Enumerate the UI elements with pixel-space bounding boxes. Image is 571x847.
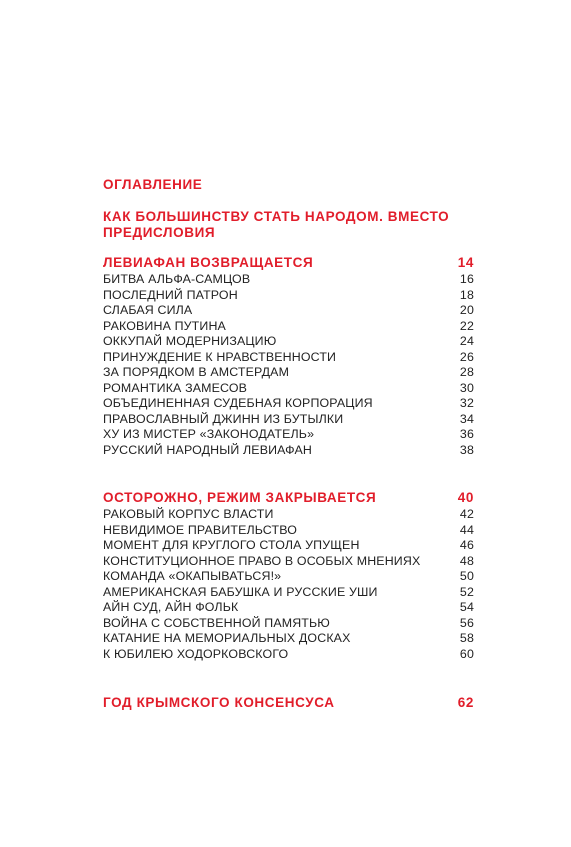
toc-entry[interactable] — [103, 334, 474, 350]
entry-title: АЙН СУД, АЙН ФОЛЬК — [103, 600, 239, 614]
section-page: 40 — [457, 490, 474, 505]
toc-entry[interactable] — [103, 381, 474, 397]
entry-page: 46 — [459, 538, 474, 552]
section-heading[interactable] — [103, 254, 474, 272]
toc-section-1 — [103, 254, 474, 458]
toc-entry[interactable] — [103, 288, 474, 304]
section-page: 14 — [457, 255, 474, 270]
entry-title: КОМАНДА «ОКАПЫВАТЬСЯ!» — [103, 569, 282, 583]
toc-entry[interactable] — [103, 523, 474, 539]
toc-entry[interactable] — [103, 600, 474, 616]
entry-title: АМЕРИКАНСКАЯ БАБУШКА И РУССКИЕ УШИ — [103, 584, 378, 599]
entry-page: 54 — [459, 600, 474, 614]
section-heading[interactable] — [103, 694, 474, 712]
section-title: ОСТОРОЖНО, РЕЖИМ ЗАКРЫВАЕТСЯ — [103, 490, 377, 505]
entry-title: ХУ ИЗ МИСТЕР «ЗАКОНОДАТЕЛЬ» — [103, 427, 315, 441]
toc-section-3 — [103, 694, 474, 712]
toc-entry[interactable] — [103, 319, 474, 335]
entry-title: ПРИНУЖДЕНИЕ К НРАВСТВЕННОСТИ — [103, 349, 337, 364]
entry-page: 22 — [459, 318, 474, 333]
toc-entry[interactable] — [103, 396, 474, 412]
entry-page: 18 — [459, 287, 474, 302]
entry-page: 48 — [459, 553, 474, 568]
entry-title: КАТАНИЕ НА МЕМОРИАЛЬНЫХ ДОСКАХ — [103, 631, 351, 645]
entry-title: РОМАНТИКА ЗАМЕСОВ — [103, 380, 248, 395]
toc-entry[interactable] — [103, 554, 474, 570]
entry-page: 56 — [459, 615, 474, 630]
entry-title: БИТВА АЛЬФА-САМЦОВ — [103, 272, 251, 286]
toc-entry[interactable] — [103, 616, 474, 632]
toc-entry[interactable] — [103, 538, 474, 554]
entry-page: 30 — [459, 380, 474, 395]
section-title: ЛЕВИАФАН ВОЗВРАЩАЕТСЯ — [103, 255, 314, 270]
toc-title: ОГЛАВЛЕНИЕ — [103, 177, 203, 192]
toc-entry[interactable] — [103, 365, 474, 381]
entry-page: 28 — [459, 365, 474, 379]
entry-page: 34 — [459, 411, 474, 426]
entry-title: СЛАБАЯ СИЛА — [103, 303, 193, 317]
toc-entry[interactable] — [103, 569, 474, 585]
toc-entry[interactable] — [103, 647, 474, 663]
entry-page: 50 — [459, 569, 474, 583]
toc-entry[interactable] — [103, 412, 474, 428]
entry-title: ОБЪЕДИНЕННАЯ СУДЕБНАЯ КОРПОРАЦИЯ — [103, 396, 373, 410]
entry-page: 60 — [459, 646, 474, 661]
entry-title: РАКОВИНА ПУТИНА — [103, 318, 226, 333]
entry-title: НЕВИДИМОЕ ПРАВИТЕЛЬСТВО — [103, 522, 297, 537]
entry-page: 26 — [459, 349, 474, 364]
entry-title: РАКОВЫЙ КОРПУС ВЛАСТИ — [103, 507, 274, 521]
entry-title: ПОСЛЕДНИЙ ПАТРОН — [103, 287, 238, 302]
entry-page: 24 — [459, 334, 474, 348]
section-page: 62 — [457, 695, 474, 710]
toc-entry[interactable] — [103, 272, 474, 288]
toc-section-2 — [103, 489, 474, 662]
toc-entry[interactable] — [103, 507, 474, 523]
entry-title: ВОЙНА С СОБСТВЕННОЙ ПАМЯТЬЮ — [103, 615, 330, 630]
entry-title: ОККУПАЙ МОДЕРНИЗАЦИЮ — [103, 334, 277, 348]
entry-page: 44 — [459, 522, 474, 537]
entry-page: 58 — [459, 631, 474, 645]
entry-title: ПРАВОСЛАВНЫЙ ДЖИНН ИЗ БУТЫЛКИ — [103, 411, 344, 426]
entry-title: ЗА ПОРЯДКОМ В АМСТЕРДАМ — [103, 365, 290, 379]
entry-page: 16 — [459, 272, 474, 286]
toc-entry[interactable] — [103, 427, 474, 443]
entry-page: 42 — [459, 507, 474, 521]
entry-title: МОМЕНТ ДЛЯ КРУГЛОГО СТОЛА УПУЩЕН — [103, 538, 360, 552]
entry-page: 32 — [459, 396, 474, 410]
toc-entry[interactable] — [103, 303, 474, 319]
toc-entry[interactable] — [103, 585, 474, 601]
toc-entry[interactable] — [103, 443, 474, 459]
preface-entry[interactable]: КАК БОЛЬШИНСТВУ СТАТЬ НАРОДОМ. ВМЕСТО ПРЕДИСЛОВИЯ — [103, 209, 450, 240]
entry-title: РУССКИЙ НАРОДНЫЙ ЛЕВИАФАН — [103, 442, 312, 457]
entry-page: 20 — [459, 303, 474, 317]
entry-page: 52 — [459, 584, 474, 599]
entry-page: 38 — [459, 442, 474, 457]
entry-page: 36 — [459, 427, 474, 441]
entry-title: К ЮБИЛЕЮ ХОДОРКОВСКОГО — [103, 646, 289, 661]
toc-entry[interactable] — [103, 350, 474, 366]
entry-title: КОНСТИТУЦИОННОЕ ПРАВО В ОСОБЫХ МНЕНИЯХ — [103, 553, 421, 568]
toc-entry[interactable] — [103, 631, 474, 647]
section-heading[interactable] — [103, 489, 474, 507]
section-title: ГОД КРЫМСКОГО КОНСЕНСУСА — [103, 695, 335, 710]
